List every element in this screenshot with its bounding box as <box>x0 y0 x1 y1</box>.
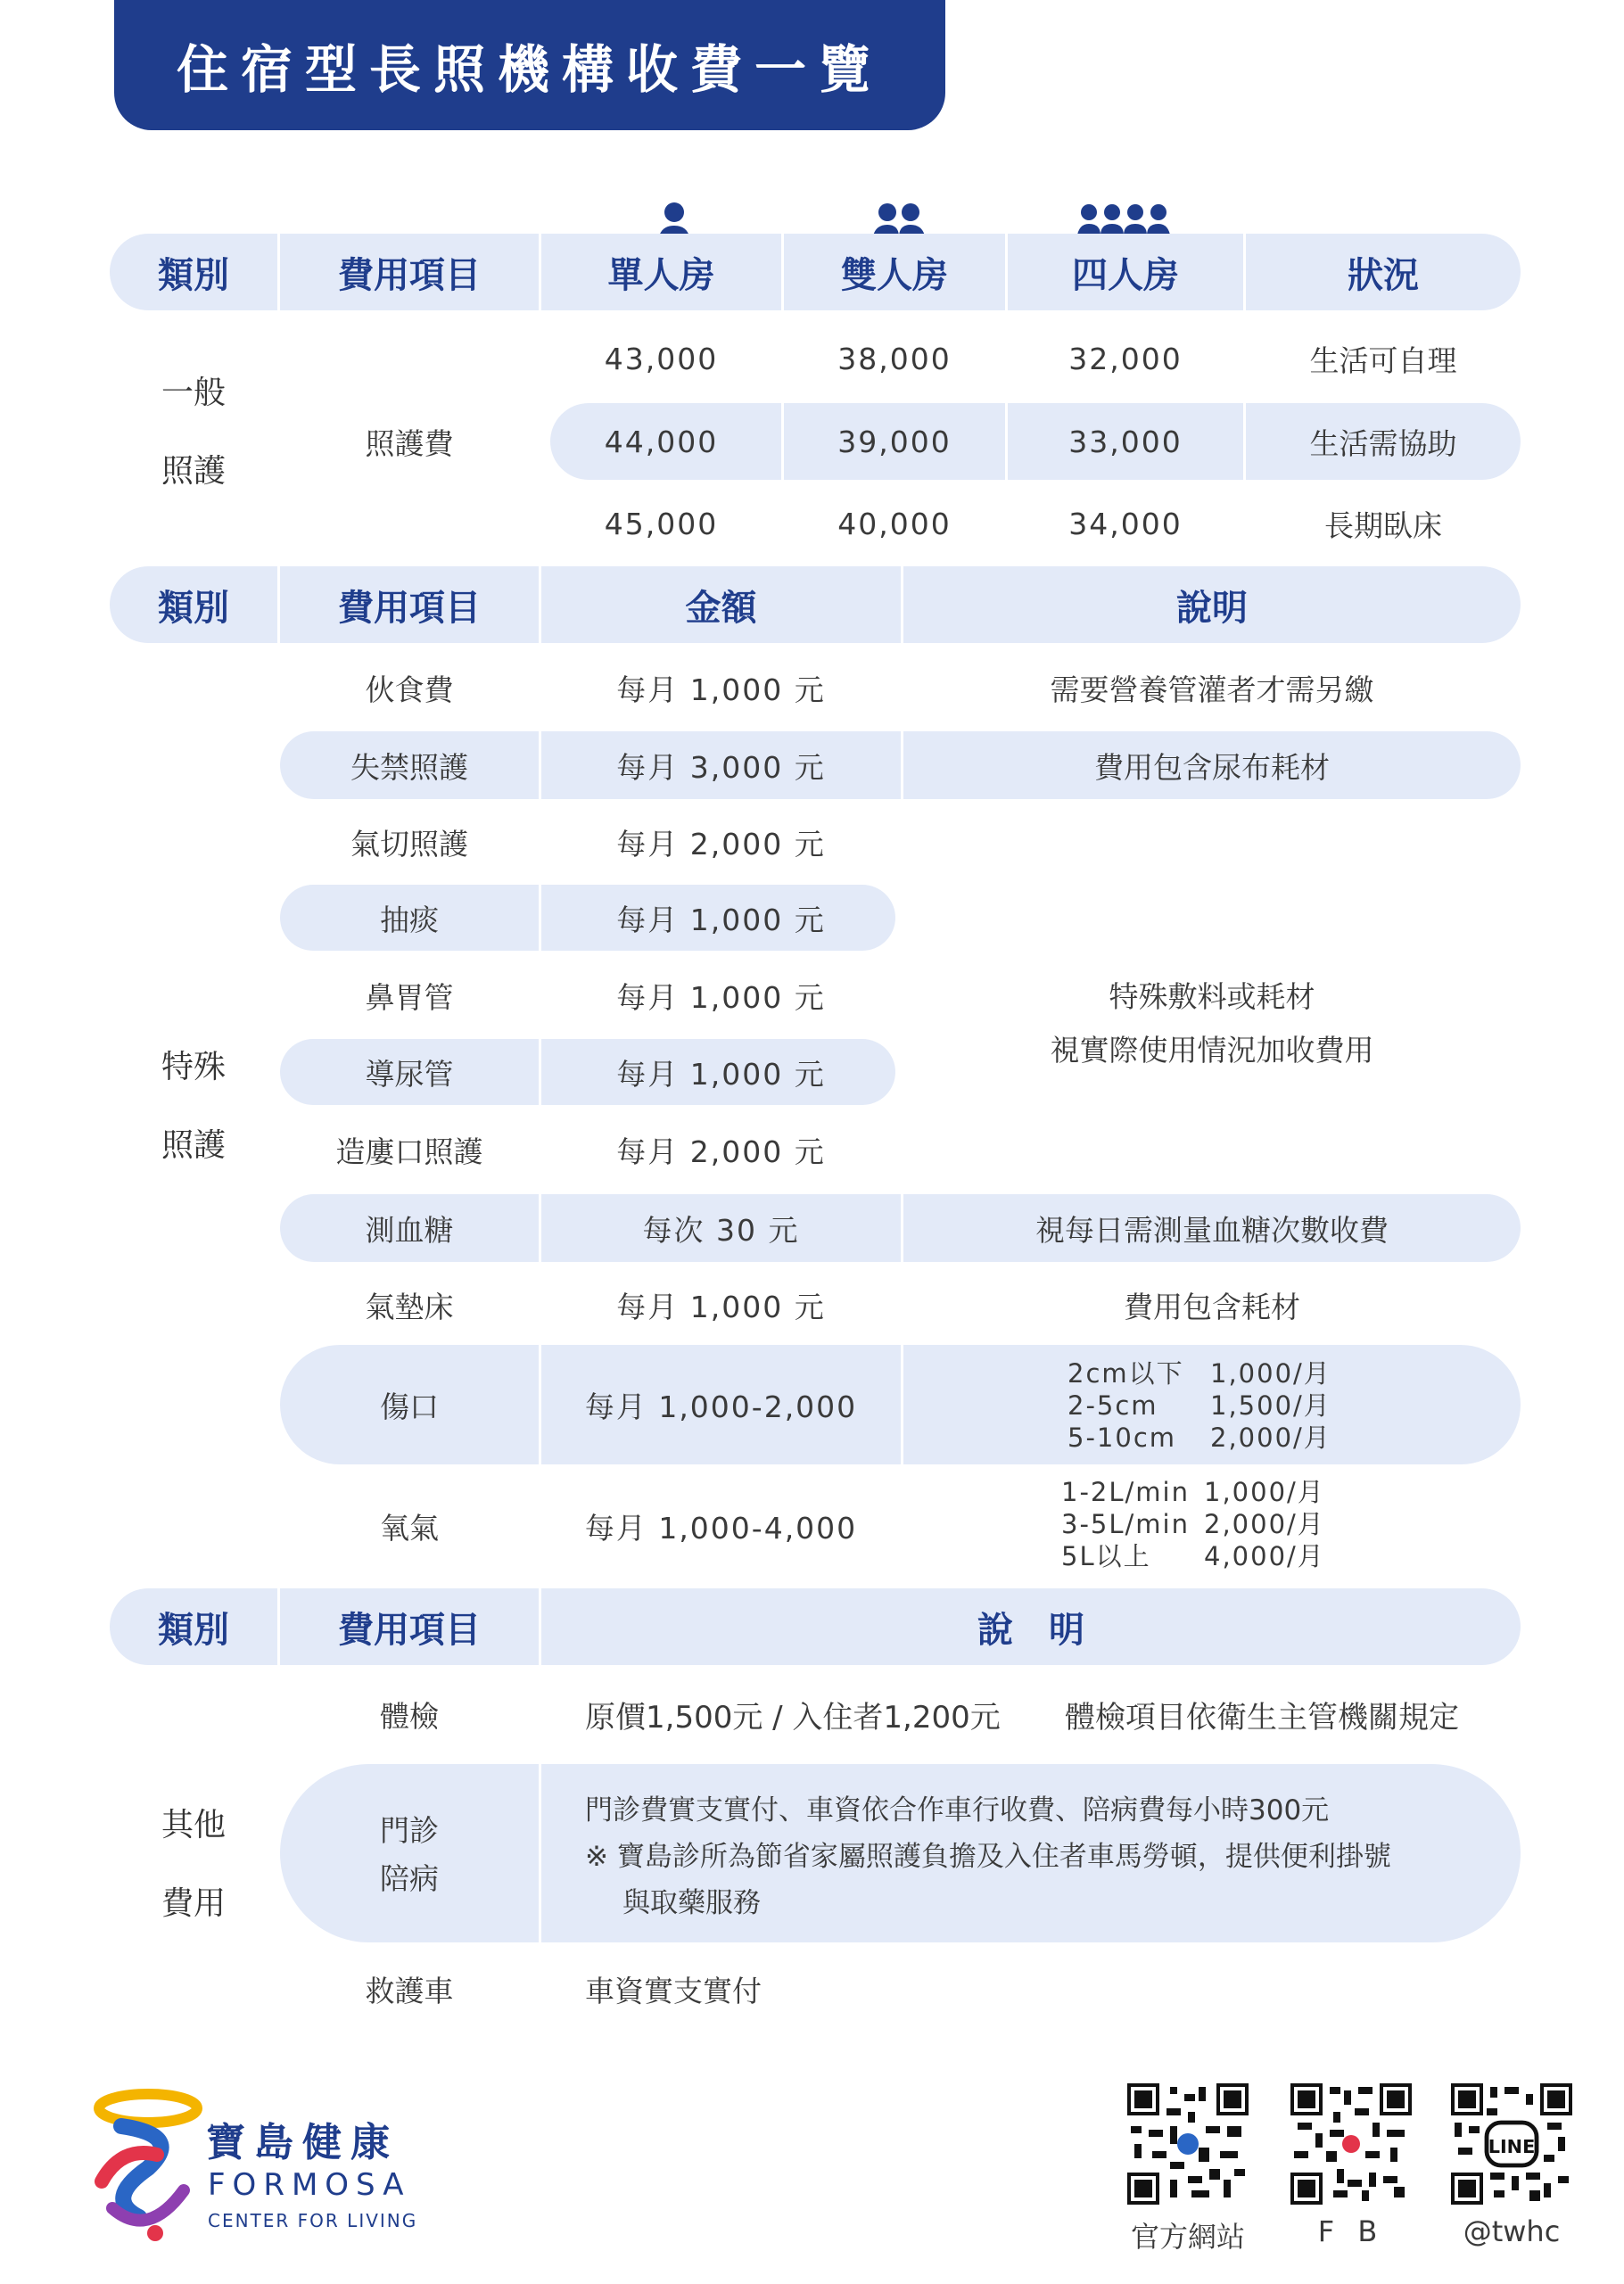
range-price: 4,000/月 <box>1204 1541 1325 1571</box>
fee-item: 救護車 <box>365 1973 454 2008</box>
header-item: 費用項目 <box>338 254 481 296</box>
line-qr-code[interactable] <box>1451 2083 1572 2205</box>
fee-note: 視每日需測量血糖次數收費 <box>1035 1212 1389 1248</box>
line-badge-text: LINE <box>1488 2136 1536 2157</box>
price-double: 38,000 <box>837 341 952 376</box>
range-label: 5-10cm <box>1068 1422 1177 1453</box>
header-item: 費用項目 <box>338 1609 481 1651</box>
range-price: 2,000/月 <box>1210 1422 1331 1453</box>
fee-note: 費用包含尿布耗材 <box>1094 749 1330 785</box>
website-qr-code[interactable] <box>1127 2083 1249 2205</box>
fee-item: 鼻胃管 <box>365 979 454 1015</box>
fee-amount: 每月 1,000 元 <box>616 979 826 1015</box>
category-line: 費用 <box>161 1885 226 1922</box>
header-quad-room: 四人房 <box>1072 254 1179 296</box>
range-price: 1,000/月 <box>1204 1477 1325 1507</box>
divider <box>901 1345 903 1464</box>
header-double-room: 雙人房 <box>841 254 948 296</box>
other-category <box>110 1786 277 1943</box>
fee-amount: 每月 1,000-4,000 <box>584 1510 858 1546</box>
merged-note-line: 特殊敷料或耗材 <box>1109 979 1315 1014</box>
fee-amount: 每月 3,000 元 <box>616 749 826 785</box>
oxygen-price-list <box>1061 1476 1325 1572</box>
header-amount: 金額 <box>685 587 757 629</box>
fee-item: 伙食費 <box>365 672 454 707</box>
price-quad: 33,000 <box>1068 424 1183 459</box>
header-category: 類別 <box>158 254 229 296</box>
category-line: 照護 <box>161 453 226 490</box>
range-label: 1-2L/min <box>1061 1477 1190 1507</box>
fee-amount: 每月 2,000 元 <box>616 826 826 862</box>
general-category <box>110 354 277 511</box>
facebook-qr-code[interactable] <box>1290 2083 1412 2205</box>
wound-price-list <box>1068 1357 1331 1454</box>
price-single: 45,000 <box>604 506 719 541</box>
fee-item: 導尿管 <box>365 1056 454 1092</box>
list-item <box>1068 1389 1331 1422</box>
checkup-note: 體檢項目依衛生主管機關規定 <box>1065 1699 1459 1736</box>
fee-note: 費用包含耗材 <box>1124 1289 1300 1324</box>
range-label: 3-5L/min <box>1061 1509 1190 1539</box>
price-single: 43,000 <box>604 341 719 376</box>
fee-item: 體檢 <box>380 1698 439 1734</box>
item-line: 門診 <box>380 1813 439 1848</box>
qr-label-website: 官方網站 <box>1130 2220 1245 2254</box>
item-line: 陪病 <box>380 1861 439 1896</box>
status: 長期臥床 <box>1324 507 1442 543</box>
clinic-note-line: 門診費實支實付、車資依合作車行收費、陪病費每小時300元 <box>585 1794 1330 1826</box>
formosa-logo-icon <box>86 2083 203 2244</box>
fee-amount: 每次 30 元 <box>642 1212 800 1248</box>
header-category: 類別 <box>158 587 229 629</box>
fee-amount: 每月 1,000 元 <box>616 902 826 937</box>
range-price: 1,000/月 <box>1210 1358 1331 1389</box>
price-single: 44,000 <box>604 424 719 459</box>
fee-item: 氣切照護 <box>350 826 468 862</box>
header-item: 費用項目 <box>338 587 481 629</box>
divider <box>539 1764 541 1942</box>
ambulance-note: 車資實支實付 <box>585 1973 762 2008</box>
header-note: 說明 <box>1176 587 1248 629</box>
list-item <box>1068 1357 1331 1389</box>
status: 生活需協助 <box>1309 425 1457 461</box>
fee-amount: 每月 1,000 元 <box>616 1056 826 1092</box>
range-label: 2cm以下 <box>1068 1358 1184 1389</box>
fee-note: 需要營養管灌者才需另繳 <box>1050 672 1374 707</box>
list-item <box>1061 1540 1325 1572</box>
range-label: 5L以上 <box>1061 1541 1151 1571</box>
clinic-note <box>585 1787 1504 1926</box>
fee-amount: 每月 1,000 元 <box>616 672 826 707</box>
list-item <box>1061 1508 1325 1540</box>
fee-item: 造廔口照護 <box>335 1134 483 1169</box>
clinic-item <box>280 1807 539 1903</box>
status: 生活可自理 <box>1309 342 1457 378</box>
range-price: 1,500/月 <box>1210 1390 1331 1421</box>
title-banner <box>114 0 945 130</box>
qr-label-line: @twhc <box>1463 2214 1561 2248</box>
category-line: 其他 <box>161 1807 226 1843</box>
fee-amount: 每月 2,000 元 <box>616 1134 826 1169</box>
qr-label-facebook: F B <box>1317 2214 1385 2248</box>
header-category: 類別 <box>158 1609 229 1651</box>
checkup-price: 原價1,500元 / 入住者1,200元 <box>585 1699 1001 1736</box>
logo-chinese-name: 寶島健康 <box>206 2120 399 2165</box>
logo-subtitle: CENTER FOR LIVING <box>208 2210 418 2231</box>
fee-item: 失禁照護 <box>350 749 468 785</box>
special-category <box>110 1028 277 1185</box>
price-quad: 34,000 <box>1068 506 1183 541</box>
clinic-note-line: ※ 寶島診所為節省家屬照護負擔及入住者車馬勞頓，提供便利掛號 <box>585 1841 1391 1873</box>
fee-amount: 每月 1,000-2,000 <box>584 1389 858 1424</box>
merged-note <box>903 970 1521 1077</box>
category-line: 特殊 <box>161 1049 226 1085</box>
category-line: 一般 <box>161 375 226 411</box>
fee-item: 抽痰 <box>380 902 439 937</box>
merged-note-line: 視實際使用情況加收費用 <box>1050 1033 1374 1068</box>
page-title: 住宿型長照機構收費一覽 <box>176 39 883 100</box>
price-double: 40,000 <box>837 506 952 541</box>
price-quad: 32,000 <box>1068 341 1183 376</box>
range-price: 2,000/月 <box>1204 1509 1325 1539</box>
list-item <box>1061 1476 1325 1508</box>
fee-amount: 每月 1,000 元 <box>616 1289 826 1324</box>
header-single-room: 單人房 <box>607 254 715 296</box>
fee-item: 氣墊床 <box>365 1289 454 1324</box>
header-note: 說 明 <box>977 1609 1084 1651</box>
price-double: 39,000 <box>837 424 952 459</box>
clinic-note-line: 與取藥服務 <box>622 1887 761 1919</box>
range-label: 2-5cm <box>1068 1390 1158 1421</box>
list-item <box>1068 1422 1331 1454</box>
care-fee-item: 照護費 <box>365 425 454 461</box>
fee-item: 測血糖 <box>365 1212 454 1248</box>
fee-item: 傷口 <box>380 1389 439 1424</box>
header-status: 狀況 <box>1348 254 1419 296</box>
logo-english-name: FORMOSA <box>208 2167 411 2203</box>
category-line: 照護 <box>161 1127 226 1164</box>
fee-item: 氧氣 <box>380 1510 439 1546</box>
